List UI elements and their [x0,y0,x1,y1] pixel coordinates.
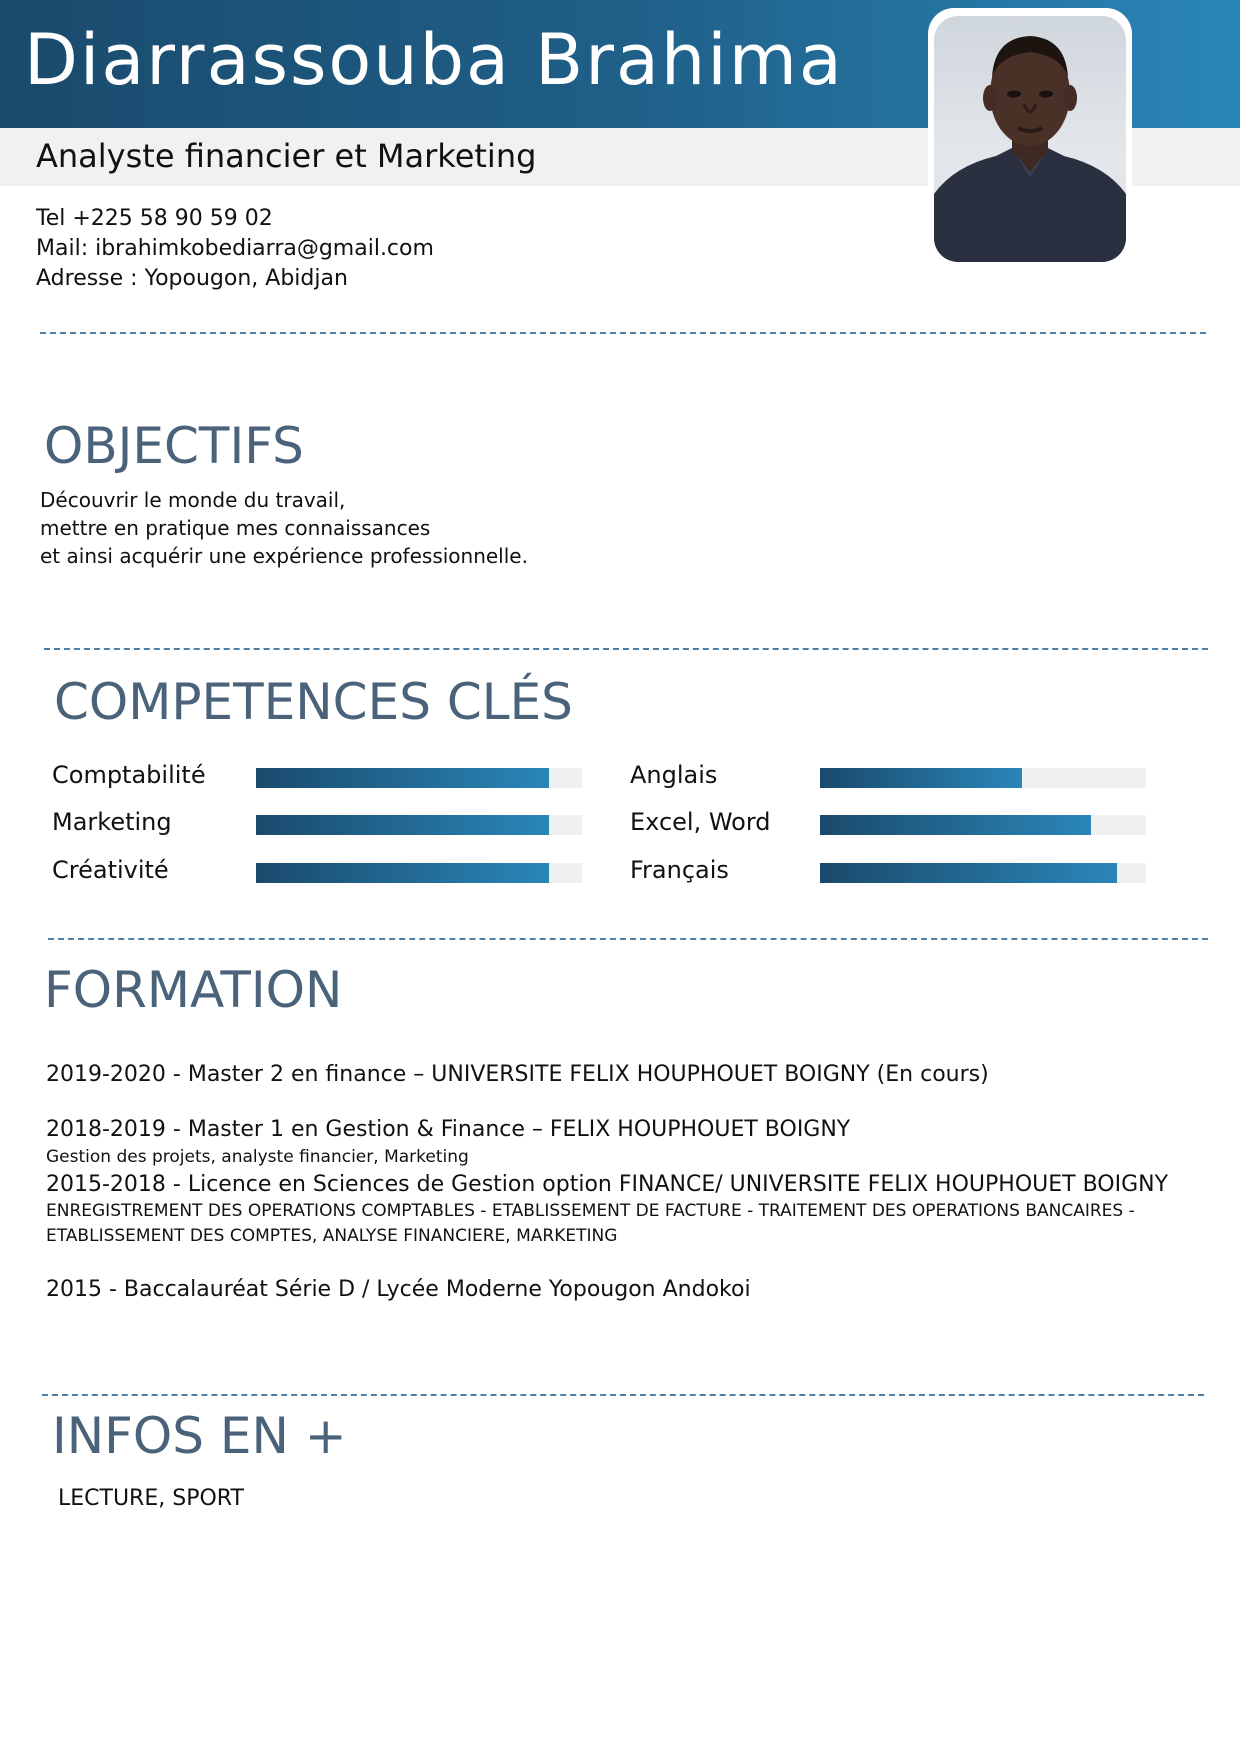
infos-text: LECTURE, SPORT [58,1486,244,1511]
formation-entry: 2015-2018 - Licence en Sciences de Gestion option FINANCE/ UNIVERSITE FELIX HOUPHOUET BOIGNY [46,1172,1169,1197]
objectifs-line: et ainsi acquérir une expérience professionnelle. [40,544,528,568]
skill-label: Excel, Word [630,808,771,836]
skill-level [820,863,1117,883]
contact-block [36,204,434,294]
contact-address: Adresse : Yopougon, Abidjan [36,266,348,291]
skill-level [256,863,549,883]
objectifs-title: OBJECTIFS [44,417,304,475]
formation-entry: 2018-2019 - Master 1 en Gestion & Finance – FELIX HOUPHOUET BOIGNY [46,1117,851,1142]
skill-level [820,815,1091,835]
skill-label: Comptabilité [52,761,206,789]
skill-label: Français [630,856,729,884]
formation-entry: 2015 - Baccalauréat Série D / Lycée Moderne Yopougon Andokoi [46,1277,751,1302]
skill-bar [820,815,1146,835]
skill-bar [256,863,582,883]
skill-level [256,768,549,788]
formation-detail: Gestion des projets, analyste financier, Marketing [46,1147,469,1167]
skill-level [820,768,1022,788]
divider [40,332,1206,334]
formation-entry: 2019-2020 - Master 2 en finance – UNIVERSITE FELIX HOUPHOUET BOIGNY (En cours) [46,1062,989,1087]
skill-bar [256,815,582,835]
divider [42,1394,1204,1396]
skill-level [256,815,549,835]
objectifs-text [40,486,528,570]
contact-phone: Tel +225 58 90 59 02 [36,206,273,231]
profile-photo [934,16,1126,262]
infos-title: INFOS EN + [52,1407,347,1465]
objectifs-line: mettre en pratique mes connaissances [40,516,431,540]
job-title: Analyste financier et Marketing [36,137,537,175]
skill-bar [820,768,1146,788]
formation-detail: ETABLISSEMENT DES COMPTES, ANALYSE FINANCIERE, MARKETING [46,1226,618,1246]
contact-mail: Mail: ibrahimkobediarra@gmail.com [36,236,434,261]
skill-label: Marketing [52,808,172,836]
skill-label: Anglais [630,761,718,789]
skill-bar [256,768,582,788]
divider [44,648,1208,650]
skill-bar [820,863,1146,883]
skill-label: Créativité [52,856,169,884]
objectifs-line: Découvrir le monde du travail, [40,488,346,512]
candidate-name: Diarrassouba Brahima [24,19,844,101]
divider [48,938,1208,940]
competences-title: COMPETENCES CLÉS [54,673,573,731]
formation-detail: ENREGISTREMENT DES OPERATIONS COMPTABLES - ETABLISSEMENT DE FACTURE - TRAITEMENT DES OPERATIONS BANCAIRES - [46,1201,1135,1221]
formation-title: FORMATION [44,961,343,1019]
